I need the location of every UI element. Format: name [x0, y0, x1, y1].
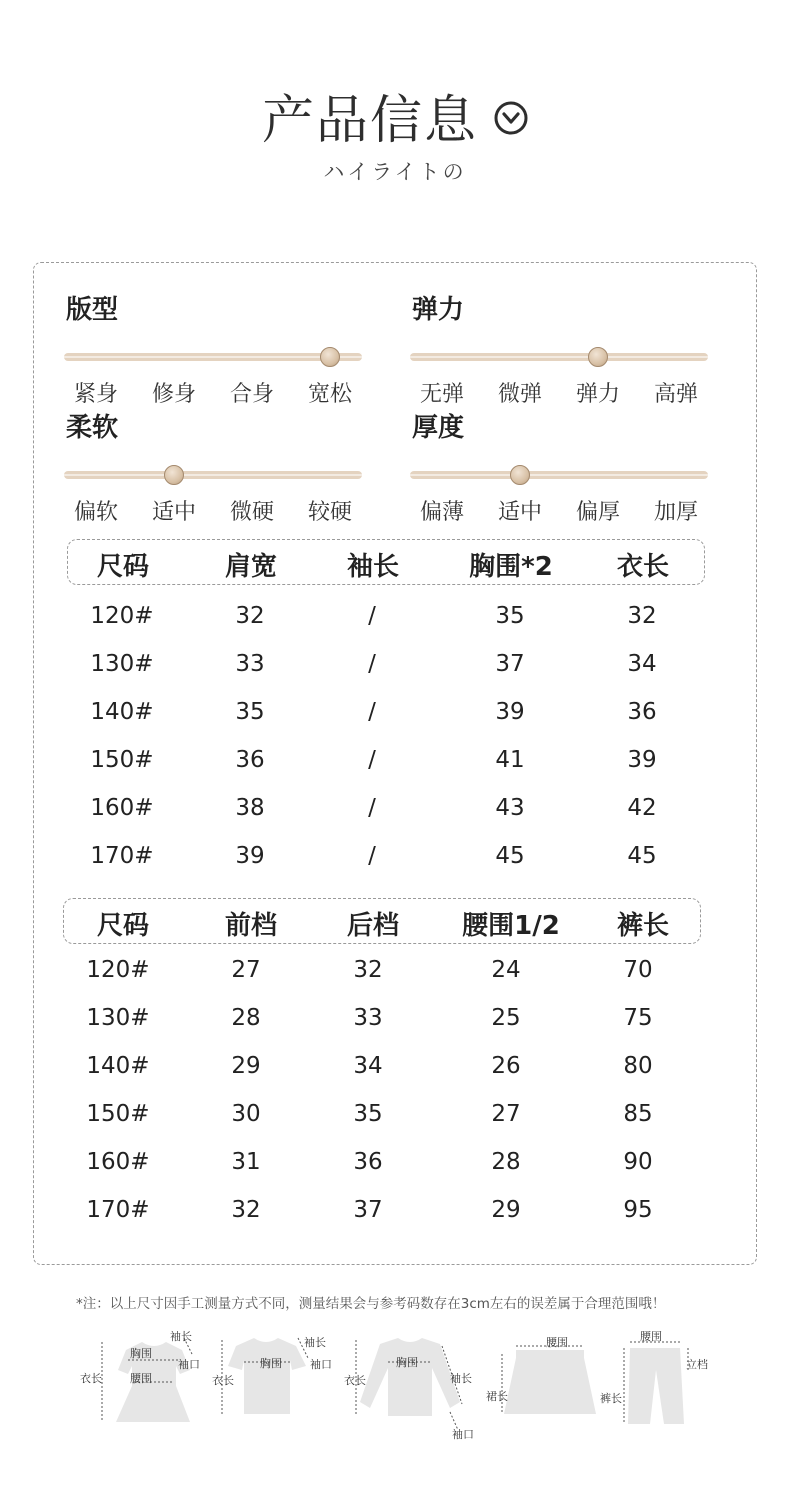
- column-header: 后档: [346, 911, 399, 941]
- slider-options: [66, 377, 366, 407]
- chevron-down-circle-icon: [494, 101, 528, 135]
- tshirt-cuff-label: 袖口: [310, 1358, 332, 1371]
- slider-track: [64, 471, 362, 479]
- table-cell: 140#: [90, 699, 154, 725]
- table-cell: 35: [353, 1101, 383, 1127]
- dress-diagram: [98, 1330, 228, 1434]
- table-cell: /: [368, 795, 376, 821]
- table-cell: 45: [495, 843, 525, 869]
- table-cell: 43: [495, 795, 525, 821]
- attribute-label: 版型: [66, 295, 119, 325]
- column-header: 腰围1/2: [462, 911, 560, 941]
- column-header: 前档: [224, 911, 277, 941]
- dress-waist-label: 腰围: [130, 1372, 152, 1385]
- table-cell: 140#: [86, 1053, 150, 1079]
- table-cell: 75: [623, 1005, 653, 1031]
- table-cell: 33: [353, 1005, 383, 1031]
- table-cell: 27: [491, 1101, 521, 1127]
- table-cell: 160#: [86, 1149, 150, 1175]
- table-cell: 32: [353, 957, 383, 983]
- table-cell: /: [368, 651, 376, 677]
- table-cell: 37: [353, 1197, 383, 1223]
- longsleeve-cuff-label: 袖口: [452, 1428, 474, 1441]
- table-cell: 36: [235, 747, 265, 773]
- tshirt-chest-label: 胸围: [260, 1357, 282, 1370]
- bottom-table-header: [63, 898, 701, 944]
- page-subtitle: ハイライトの: [323, 160, 467, 184]
- dress-cuff-label: 袖口: [178, 1358, 200, 1371]
- table-cell: 150#: [90, 747, 154, 773]
- table-cell: 39: [627, 747, 657, 773]
- table-cell: 39: [235, 843, 265, 869]
- slider-option: 合身: [229, 382, 274, 407]
- table-cell: 39: [495, 699, 525, 725]
- table-cell: 33: [235, 651, 265, 677]
- slider-option: 偏厚: [575, 500, 620, 525]
- slider-option: 弹力: [575, 382, 620, 407]
- measurement-note: *注：以上尺寸因手工测量方式不同，测量结果会与参考码数存在3cm左右的误差属于合理范围哦！: [76, 1296, 666, 1312]
- slider-option: 适中: [497, 500, 542, 525]
- table-cell: /: [368, 843, 376, 869]
- page-header: [0, 78, 790, 153]
- table-cell: 120#: [90, 603, 154, 629]
- slider-knob: [510, 465, 530, 485]
- table-cell: 29: [231, 1053, 261, 1079]
- table-cell: 90: [623, 1149, 653, 1175]
- table-cell: 36: [353, 1149, 383, 1175]
- table-cell: 37: [495, 651, 525, 677]
- column-header: 衣长: [616, 552, 669, 582]
- slider-track: [410, 471, 708, 479]
- slider-knob: [588, 347, 608, 367]
- slider-track: [64, 353, 362, 361]
- pants-rise-label: 立档: [686, 1358, 708, 1371]
- table-cell: 95: [623, 1197, 653, 1223]
- table-cell: 29: [491, 1197, 521, 1223]
- table-cell: 35: [495, 603, 525, 629]
- slider-option: 修身: [151, 382, 196, 407]
- attribute-label: 厚度: [412, 413, 465, 443]
- tshirt-length-label: 衣长: [212, 1374, 234, 1387]
- slider-options: [66, 495, 366, 525]
- longsleeve-chest-label: 胸围: [396, 1356, 418, 1369]
- slider-options: [412, 377, 712, 407]
- measurement-diagrams: [60, 1320, 740, 1450]
- table-cell: 130#: [86, 1005, 150, 1031]
- table-cell: 28: [231, 1005, 261, 1031]
- slider-option: 适中: [151, 500, 196, 525]
- dress-length-label: 衣长: [80, 1372, 102, 1385]
- table-cell: 31: [231, 1149, 261, 1175]
- table-cell: 45: [627, 843, 657, 869]
- dress-chest-label: 胸围: [130, 1347, 152, 1360]
- table-cell: 120#: [86, 957, 150, 983]
- slider-knob: [164, 465, 184, 485]
- table-cell: 25: [491, 1005, 521, 1031]
- slider-option: 较硬: [307, 500, 352, 525]
- top-table-header: [67, 539, 705, 585]
- slider-knob: [320, 347, 340, 367]
- pants-waist-label: 腰围: [640, 1330, 662, 1343]
- column-header: 尺码: [96, 911, 149, 941]
- table-cell: 170#: [90, 843, 154, 869]
- table-cell: 32: [231, 1197, 261, 1223]
- table-cell: 27: [231, 957, 261, 983]
- skirt-length-label: 裙长: [486, 1390, 508, 1403]
- longsleeve-sleeve-label: 袖长: [450, 1372, 472, 1385]
- table-cell: /: [368, 603, 376, 629]
- table-cell: 36: [627, 699, 657, 725]
- column-header: 裤长: [616, 911, 669, 941]
- table-cell: 42: [627, 795, 657, 821]
- slider-option: 高弹: [653, 382, 698, 407]
- slider-option: 偏薄: [419, 500, 464, 525]
- table-cell: 32: [235, 603, 265, 629]
- column-header: 袖长: [346, 552, 399, 582]
- table-cell: 150#: [86, 1101, 150, 1127]
- longsleeve-length-label: 衣长: [344, 1374, 366, 1387]
- slider-option: 微硬: [229, 500, 274, 525]
- attribute-label: 柔软: [66, 413, 119, 443]
- tshirt-sleeve-label: 袖长: [304, 1336, 326, 1349]
- table-cell: 35: [235, 699, 265, 725]
- column-header: 尺码: [96, 552, 149, 582]
- table-cell: 30: [231, 1101, 261, 1127]
- attribute-label: 弹力: [412, 295, 465, 325]
- table-cell: 34: [627, 651, 657, 677]
- skirt-waist-label: 腰围: [546, 1336, 568, 1349]
- slider-option: 紧身: [73, 382, 118, 407]
- table-cell: 70: [623, 957, 653, 983]
- table-cell: 24: [491, 957, 521, 983]
- table-cell: 41: [495, 747, 525, 773]
- slider-track: [410, 353, 708, 361]
- table-cell: 130#: [90, 651, 154, 677]
- slider-options: [412, 495, 712, 525]
- pants-length-label: 裤长: [600, 1392, 622, 1405]
- dress-sleeve-label: 袖长: [170, 1330, 192, 1343]
- table-cell: 34: [353, 1053, 383, 1079]
- pants-diagram: [620, 1334, 710, 1434]
- table-cell: /: [368, 747, 376, 773]
- column-header: 胸围*2: [469, 552, 553, 582]
- slider-option: 微弹: [497, 382, 542, 407]
- table-cell: 160#: [90, 795, 154, 821]
- table-cell: 38: [235, 795, 265, 821]
- slider-option: 偏软: [73, 500, 118, 525]
- page-title: 产品信息: [261, 91, 478, 151]
- slider-option: 加厚: [653, 500, 698, 525]
- column-header: 肩宽: [224, 552, 277, 582]
- table-cell: /: [368, 699, 376, 725]
- table-cell: 85: [623, 1101, 653, 1127]
- slider-option: 无弹: [419, 382, 464, 407]
- table-cell: 32: [627, 603, 657, 629]
- table-cell: 26: [491, 1053, 521, 1079]
- table-cell: 80: [623, 1053, 653, 1079]
- table-cell: 28: [491, 1149, 521, 1175]
- slider-option: 宽松: [307, 382, 352, 407]
- table-cell: 170#: [86, 1197, 150, 1223]
